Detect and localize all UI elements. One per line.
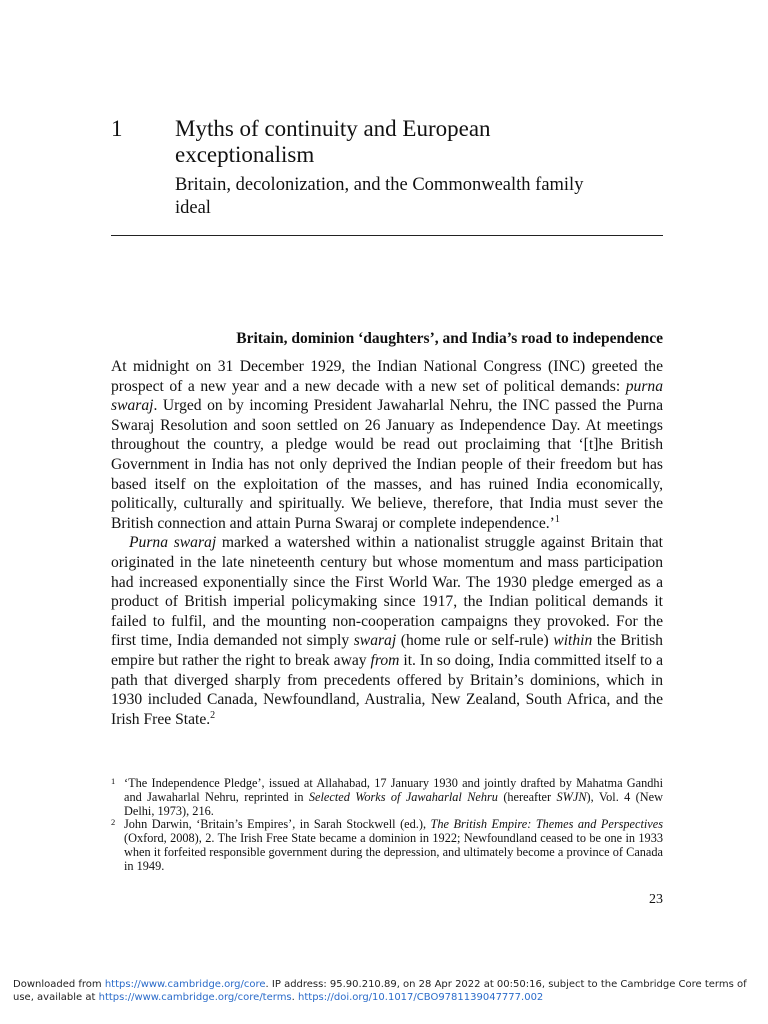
italic-run: The British Empire: Themes and Perspectives [430, 817, 663, 832]
footnote-marker: 2 [111, 817, 116, 828]
page-number: 23 [649, 892, 663, 907]
text-run: (Oxford, 2008), 2. The Irish Free State became a dominion in 1922; Newfoundland ceased to be one in 1933 when it forfeited responsible government during the depression, and ultimately become a province of Canada in 1949. [124, 831, 663, 873]
italic-run: from [370, 651, 400, 669]
italic-run: SWJN [556, 789, 587, 804]
text-run: John Darwin, ‘Britain’s Empires’, in Sarah Stockwell (ed.), [124, 817, 431, 832]
title-divider [111, 235, 663, 236]
footnote-marker: 1 [111, 776, 116, 786]
italic-run: swaraj [353, 632, 397, 650]
paragraph [111, 357, 663, 533]
text-run: . [291, 992, 299, 1003]
paragraph [111, 533, 663, 729]
italic-run: purna swaraj [111, 377, 663, 415]
text-run: Downloaded from [13, 979, 105, 990]
footnote [111, 818, 663, 873]
text-run: it. In so doing, India committed itself to a path that diverged sharply from precedents offered by Britain’s dominions, which in 1930 included Canada, Newfoundland, Australia, New Zealand, South Africa, and the Irish Free State. [111, 651, 663, 728]
doi-link[interactable]: https://doi.org/10.1017/CBO9781139047777.002 [298, 992, 544, 1003]
text-run: (hereafter [497, 789, 557, 804]
text-run: At midnight on 31 December 1929, the Indian National Congress (INC) greeted the prospect of a new year and a new decade with a new set of political demands: [111, 358, 663, 395]
download-notice [13, 978, 753, 1004]
footnote-ref[interactable]: 1 [554, 513, 560, 525]
italic-run: within [553, 632, 593, 650]
text-run: the British empire but rather the right to break away [111, 632, 663, 669]
terms-link[interactable]: https://www.cambridge.org/core/terms [98, 992, 292, 1003]
text-run: . Urged on by incoming President Jawaharlal Nehru, the INC passed the Purna Swaraj Resolution and soon settled on 26 January as Independence Day. At meetings throughout the country, a pledge would be read out proclaiming that ‘[t]he British Government in India has not only deprived the Indian people of their freedom but has based itself on the exploitation of the masses, and has ruined India economically, politically, culturally and spiritually. We believe, therefore, that India must sever the British connection and attain Purna Swaraj or complete independence.’ [111, 397, 663, 532]
text-run: (home rule or self-rule) [396, 632, 554, 650]
chapter-title: Myths of continuity and European exceptionalism [175, 116, 491, 167]
chapter-number: 1 [111, 116, 123, 141]
footnote-ref[interactable]: 2 [210, 709, 216, 721]
footnote [111, 777, 663, 818]
body-text [111, 357, 663, 729]
chapter-subtitle: Britain, decolonization, and the Commonwealth family ideal [175, 175, 584, 218]
text-run: ), Vol. 4 (New Delhi, 1973), 216. [124, 789, 663, 818]
footnotes [111, 777, 663, 874]
section-heading: Britain, dominion ‘daughters’, and India’s road to independence [236, 330, 663, 347]
italic-run: Selected Works of Jawaharlal Nehru [308, 789, 498, 804]
text-run: marked a watershed within a nationalist struggle against Britain that originated in the late nineteenth century but whose momentum and mass participation had increased exponentially since the First World War. The 1930 pledge emerged as a product of British imperial policymaking since 1917, the Indian political demands it failed to fulfil, and the mounting non-cooperation campaigns they provoked. For the first time, India demanded not simply [111, 534, 663, 650]
italic-run: Purna swaraj [129, 534, 217, 552]
cambridge-core-link[interactable]: https://www.cambridge.org/core [104, 979, 266, 990]
text-run: ‘The Independence Pledge’, issued at Allahabad, 17 January 1930 and jointly drafted by Mahatma Gandhi and Jawaharlal Nehru, reprinted in [124, 776, 663, 804]
text-run: . IP address: 95.90.210.89, on 28 Apr 2022 at 00:50:16, subject to the Cambridge Core terms of use, available at [13, 979, 747, 1003]
